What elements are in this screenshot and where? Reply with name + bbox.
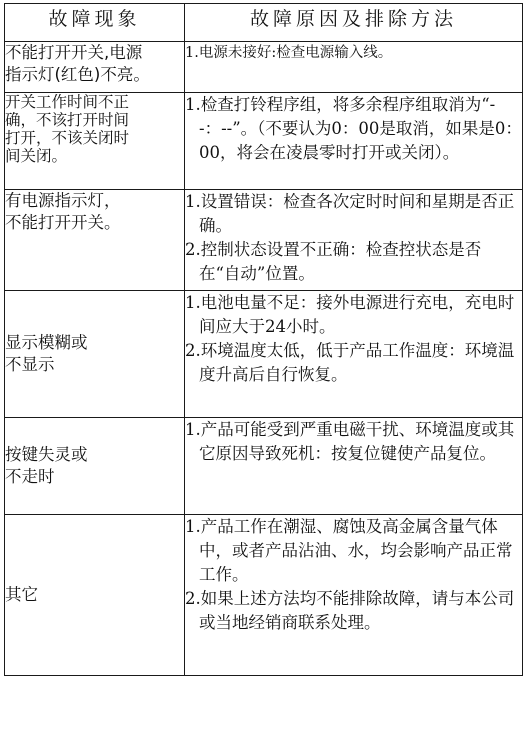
- remedy-cell: [185, 291, 523, 418]
- remedy-cell: [185, 42, 523, 93]
- remedy-cell: [185, 418, 523, 515]
- remedy-item: 2.环境温度太低，低于产品工作温度：环境温度升高后自行恢复。: [185, 341, 515, 384]
- remedy-item: 1.产品可能受到严重电磁干扰、环境温度或其它原因导致死机：按复位键使产品复位。: [185, 420, 515, 463]
- symptom-line: 不能打开开关。: [5, 213, 121, 232]
- symptom-line: 按键失灵或: [5, 445, 88, 464]
- remedy-item: 1.电源未接好:检查电源输入线。: [185, 45, 393, 61]
- remedy-item: 1.设置错误：检查各次定时时间和星期是否正确。: [185, 192, 515, 235]
- symptom-line: 有电源指示灯，: [5, 191, 121, 210]
- symptom-line: 不显示: [5, 355, 55, 374]
- table-row: [5, 93, 523, 190]
- symptom-line: 指示灯(红色)不亮。: [5, 65, 150, 84]
- remedy-item: 1.产品工作在潮湿、腐蚀及高金属含量气体中，或者产品沾油、水，均会影响产品正常工作。: [185, 517, 513, 584]
- symptom-line: 确，不该打开时间: [5, 111, 130, 129]
- symptom-line: 不走时: [5, 467, 55, 486]
- table-row: [5, 515, 523, 676]
- symptom-line: 打开，不该关闭时: [5, 129, 130, 147]
- symptom-column-header: 故障现象: [5, 4, 185, 42]
- symptom-line: 不能打开开关,电源: [5, 43, 143, 62]
- remedy-cell: [185, 515, 523, 676]
- troubleshooting-table: [4, 3, 523, 676]
- symptom-line: 显示模糊或: [5, 333, 88, 352]
- symptom-cell: [5, 291, 185, 418]
- symptom-line: 间关闭。: [5, 147, 68, 165]
- symptom-cell: [5, 93, 185, 190]
- symptom-line: 开关工作时间不正: [5, 93, 130, 111]
- symptom-cell: [5, 515, 185, 676]
- symptom-cell: [5, 418, 185, 515]
- symptom-cell: [5, 42, 185, 93]
- symptom-cell: [5, 190, 185, 291]
- remedy-item: 2.如果上述方法均不能排除故障，请与本公司或当地经销商联系处理。: [185, 589, 515, 632]
- remedy-item: 2.控制状态设置不正确：检查控状态是否在“自动”位置。: [185, 240, 482, 283]
- remedy-item: 1.电池电量不足：接外电源进行充电，充电时间应大于24小时。: [185, 293, 515, 336]
- symptom-line: 其它: [5, 585, 38, 604]
- table-row: [5, 291, 523, 418]
- table-row: [5, 42, 523, 93]
- cause-column-header: 故障原因及排除方法: [185, 4, 523, 42]
- remedy-cell: [185, 93, 523, 190]
- table-row: [5, 190, 523, 291]
- table-row: [5, 418, 523, 515]
- remedy-cell: [185, 190, 523, 291]
- header-row: [5, 4, 523, 42]
- remedy-item: 1.检查打铃程序组，将多余程序组取消为“--：--”。（不要认为0：00是取消，如果是0：00，将会在凌晨零时打开或关闭）。: [185, 95, 522, 162]
